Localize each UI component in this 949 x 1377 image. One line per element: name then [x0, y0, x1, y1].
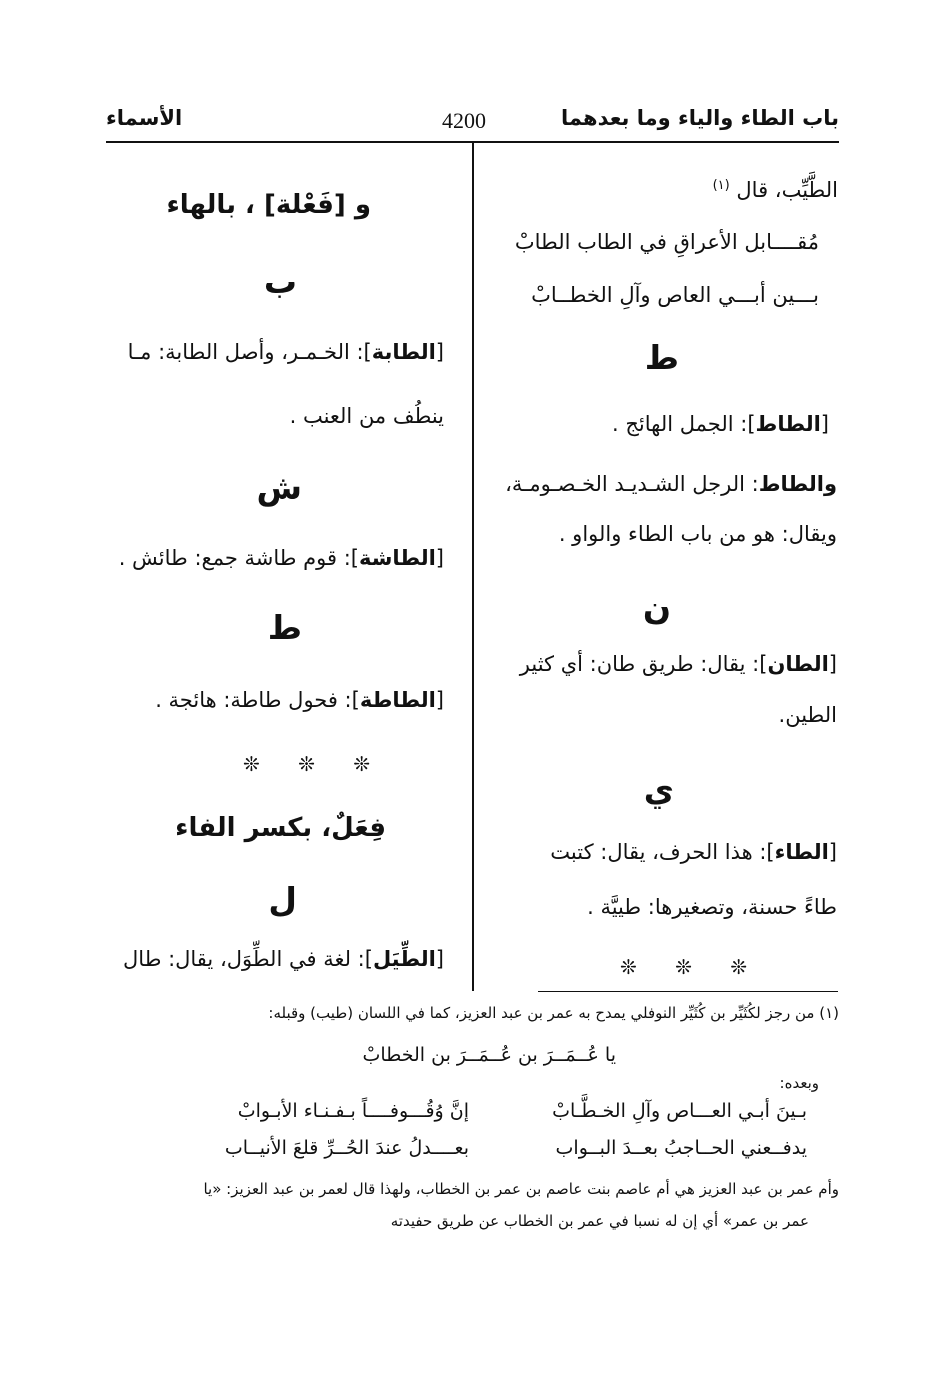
entry-line: ينطُف من العنب . [289, 404, 444, 428]
footnote-line: عمر بن عمر» أي إن له نسبا في عمر بن الخطاب عن طريق حفيدته [390, 1212, 809, 1230]
entry-line: طاءً حسنة، وتصغيرها: طييَّة . [587, 895, 837, 919]
entry-text: الطَّيِّب، قال [736, 178, 838, 202]
footnote-verse: إنَّ وُقُـــوفــــاً بـفـنـاء الأبـوابْ [237, 1100, 469, 1122]
entry-line: [الطِّيَل]: لغة في الطِّوَل، يقال: طال [123, 947, 444, 971]
footnote-ref: (١) [712, 178, 730, 193]
letter-heading: ب [263, 262, 297, 301]
section-heading: فِعَلٌ، بكسر الفاء [175, 813, 386, 843]
entry-text: : لغة في الطِّوَل، يقال: طال [123, 947, 365, 971]
page-number: 4200 [442, 108, 486, 133]
entry-line: [الطاطة]: فحول طاطة: هائجة . [155, 688, 444, 712]
entry-headword: الطاطة [359, 688, 436, 712]
footnote-verse: يدفــعني الحــاجبُ بعــدَ البــواب [555, 1137, 807, 1159]
footnote-verse: بـينَ أبـي العـــاص وآلِ الخـطَّـابْ [552, 1100, 807, 1122]
verse-line: مُقــــابل الأعراقِ في الطاب الطابْ [514, 230, 819, 254]
entry-text: : يقال: طريق طان: أي كثير [519, 652, 760, 676]
entry-headword: الطان [767, 652, 829, 676]
column-divider [472, 143, 474, 991]
entry-line: [الطاء]: هذا الحرف، يقال: كتبت [550, 840, 837, 864]
section-separator: ❊ ❊ ❊ [620, 955, 763, 979]
letter-heading: ن [642, 588, 671, 627]
letter-heading: ط [644, 338, 679, 377]
entry-line: [الطاط]: الجمل الهائج . [612, 412, 829, 436]
section-heading: و [فَعْلة] ، بالهاء [166, 190, 371, 220]
entry-headword: الطابة [371, 340, 436, 364]
footnote-line: وأم عمر بن عبد العزيز هي أم عاصم بنت عاصم بن عمر بن الخطاب، ولهذا قال لعمر بن عبد العزيز: «يا [203, 1180, 839, 1198]
verse-line: بـــين أبـــي العاص وآلِ الخطــابْ [531, 283, 819, 307]
letter-heading: ش [256, 468, 302, 507]
entry-line: [الطان]: يقال: طريق طان: أي كثير [519, 652, 837, 676]
entry-text: : قوم طاشة جمع: طائش . [118, 546, 351, 570]
entry-line [505, 472, 837, 496]
running-title-left: الأسماء [106, 106, 183, 130]
entry-line [713, 178, 838, 202]
entry-headword: الطاط [755, 412, 821, 436]
entry-headword: الطِّيَل [372, 947, 436, 971]
entry-line: الطين. [778, 703, 837, 727]
footnote-rule [538, 991, 838, 992]
entry-line: [الطابة]: الخـمـر، وأصل الطابة: مـا [127, 340, 444, 364]
section-separator: ❊ ❊ ❊ [243, 752, 386, 776]
entry-text: : فحول طاطة: هائجة . [155, 688, 352, 712]
footnote-verse: يا عُــمَــرَ بن عُــمَــرَ بن الخطابْ [362, 1044, 616, 1066]
entry-text: : هذا الحرف، يقال: كتبت [550, 840, 767, 864]
footnote-line: وبعده: [779, 1074, 819, 1092]
entry-text: : الرجل الشـديـد الخـصـومـة، [505, 472, 759, 496]
letter-heading: ط [267, 608, 302, 647]
entry-line: [الطاشة]: قوم طاشة جمع: طائش . [118, 546, 444, 570]
running-title-right: باب الطاء والياء وما بعدهما [561, 106, 839, 130]
entry-headword: والطاط [758, 472, 837, 496]
entry-text: : الجمل الهائج . [612, 412, 748, 436]
entry-headword: الطاء [774, 840, 829, 864]
letter-heading: ي [643, 770, 674, 809]
entry-headword: الطاشة [358, 546, 436, 570]
entry-text: : الخـمـر، وأصل الطابة: مـا [127, 340, 364, 364]
entry-line: ويقال: هو من باب الطاء والواو . [558, 522, 837, 546]
footnote-line: (١) من رجز لكُثَيِّر بن كُثَيِّر النوفلي يمدح به عمر بن عبد العزيز، كما في اللسان (طيب) وقبله: [268, 1004, 839, 1022]
letter-heading: ل [268, 880, 297, 919]
footnote-verse: بعــــدلُ عندَ الحُــرِّ قلعَ الأنيــاب [224, 1137, 469, 1159]
